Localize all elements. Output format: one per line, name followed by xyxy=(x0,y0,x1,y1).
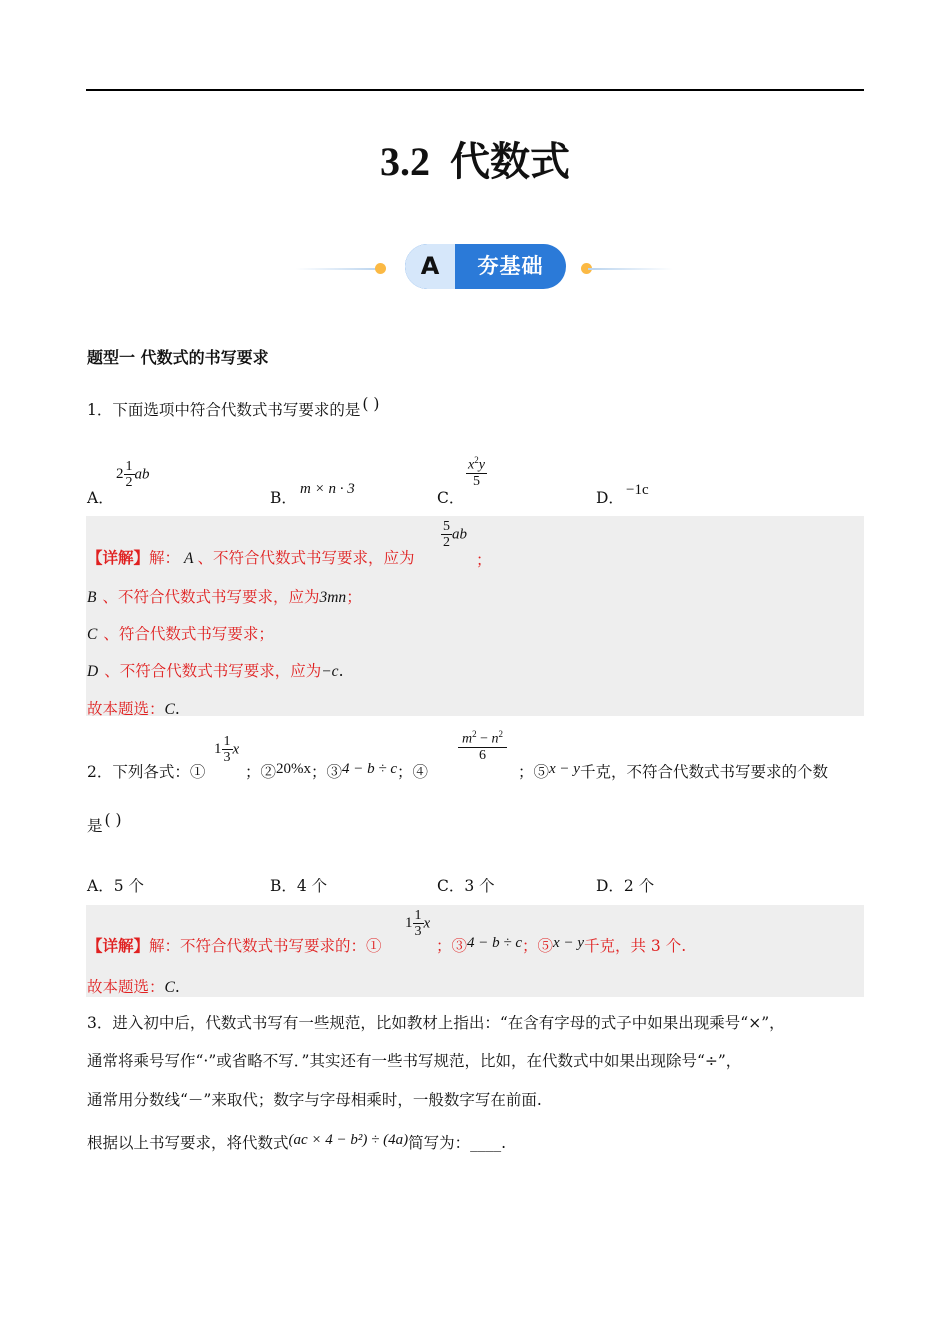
q2-option-a: A．5 个 xyxy=(87,877,144,895)
q3-line1: 3．进入初中后，代数式书写有一些规范，比如教材上指出：“在含有字母的式子中如果出现乘号“×”， xyxy=(87,1014,785,1032)
q2-stem-line1: 2．下列各式：① xyxy=(87,763,206,781)
q1-option-d-math: −1c xyxy=(626,482,649,498)
decor-dot-left xyxy=(375,263,386,274)
q1-option-a-label: A． xyxy=(87,489,114,507)
section-badge xyxy=(405,244,566,289)
q3-line3: 通常用分数线“－”来取代；数字与字母相乘时，一般数字写在前面. xyxy=(87,1091,542,1109)
q1-answer-line2: B 、不符合代数式书写要求，应为3mn； xyxy=(87,588,362,606)
q2-answer-line2: 故本题选：C. xyxy=(87,978,180,996)
q1-option-b-math: m × n · 3 xyxy=(300,481,355,497)
badge-letter: A xyxy=(405,244,455,289)
q2-answer-item1-math: 1 $\frac{1}{3}$ x xyxy=(405,908,431,940)
q2-item4-math: $\frac{m^2 - n^2}{6}$ xyxy=(458,730,507,763)
q1-option-c-math: $\frac{x^2y}{5}$ xyxy=(468,455,485,490)
q1-option-b-label: B． xyxy=(270,489,297,507)
q2-option-c: C．3 个 xyxy=(437,877,495,895)
q2-option-d: D．2 个 xyxy=(596,877,655,895)
q1-option-c-label: C． xyxy=(437,489,465,507)
q2-item1-math: 1 $\frac{1}{3}$ x xyxy=(214,734,240,766)
q2-option-b: B．4 个 xyxy=(270,877,328,895)
q2-stem-line2: 是 ( ) xyxy=(87,811,122,835)
q1-answer-line5: 故本题选：C. xyxy=(87,700,180,718)
q3-line4: 根据以上书写要求，将代数式(ac × 4 − b²) ÷ (4a)简写为：____. xyxy=(87,1132,507,1152)
q1-stem: 1．下面选项中符合代数式书写要求的是 ( ) xyxy=(87,395,380,419)
decor-line-right xyxy=(588,268,673,270)
q2-answer-line1-pre: 【详解】解：不符合代数式书写要求的：① xyxy=(87,936,382,955)
decor-line-left xyxy=(296,268,381,270)
q1-option-a-math: 2 $\frac{1}{2}$ ab xyxy=(116,459,150,491)
q1-answer-l1-math: $\frac{5}{2}$ ab xyxy=(443,519,467,551)
q1-answer-line4: D 、不符合代数式书写要求，应为−c. xyxy=(87,662,344,680)
top-rule xyxy=(86,89,864,91)
q2-stem-mid: ；②20%x；③4 − b ÷ c；④ xyxy=(245,761,429,781)
q1-option-d-label: D． xyxy=(596,489,624,507)
q2-stem-end: ；⑤x − y千克，不符合代数式书写要求的个数 xyxy=(518,761,828,781)
page-title: 3.2 代数式 xyxy=(380,138,570,185)
q1-answer-line3: C 、符合代数式书写要求； xyxy=(87,625,274,643)
q2-answer-line1-post: ；③4 − b ÷ c；⑤x − y千克，共 3 个. xyxy=(436,935,687,955)
section-heading: 题型一 代数式的书写要求 xyxy=(87,348,269,367)
badge-label: 夯基础 xyxy=(477,254,544,278)
q1-answer-line1: 【详解】解： A 、不符合代数式书写要求，应为 xyxy=(87,548,415,567)
q3-line2: 通常将乘号写作“·”或省略不写．”其实还有一些书写规范，比如，在代数式中如果出现除号“÷”， xyxy=(87,1052,742,1070)
q1-answer-l1-end: ； xyxy=(476,551,492,569)
